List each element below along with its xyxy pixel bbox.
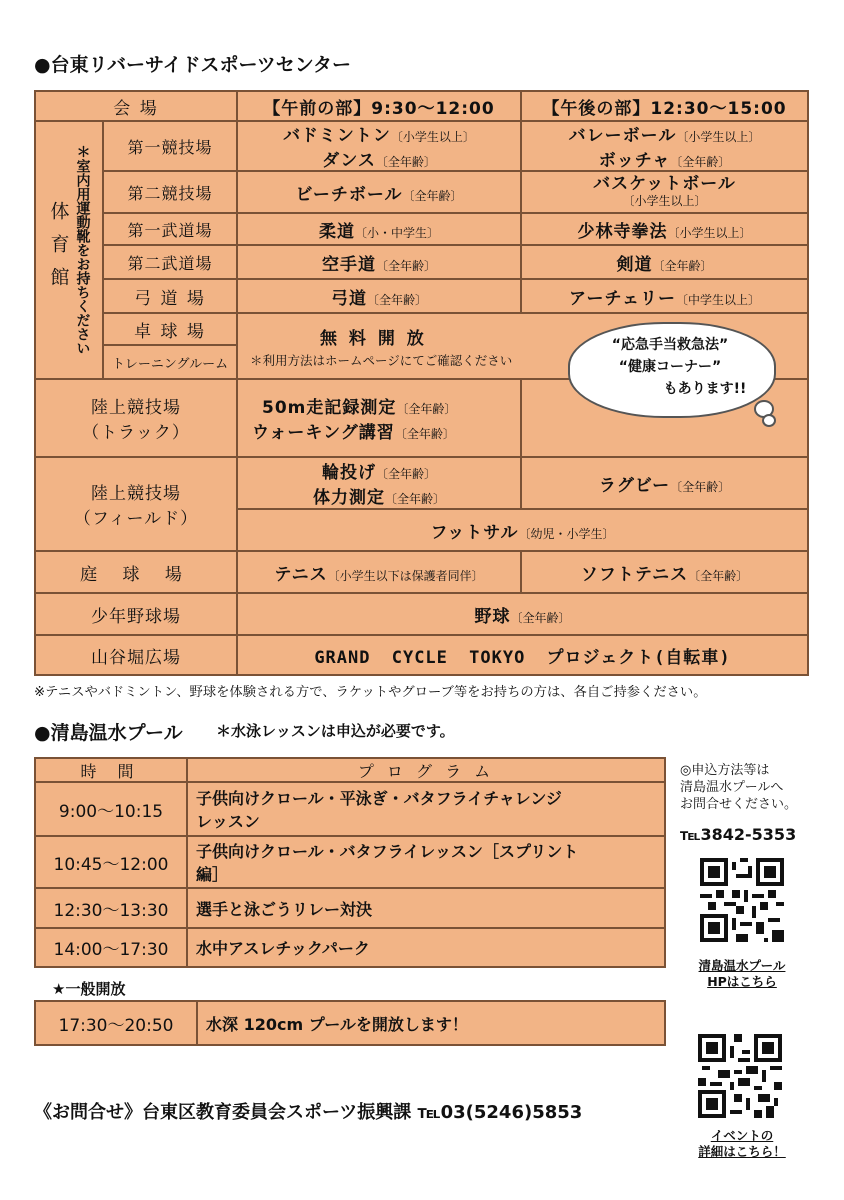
r4-am-age: 〔全年齢〕 xyxy=(375,258,436,273)
pool-row-program: 選手と泳ごうリレー対決 xyxy=(188,889,664,927)
section-title-sports-center: ●台東リバーサイドスポーツセンター xyxy=(34,54,351,76)
gym-label-cell xyxy=(36,122,102,378)
r2-am-age: 〔全年齢〕 xyxy=(402,188,463,203)
pool-tel: ℡3842-5353 xyxy=(680,825,797,844)
qr-event-caption: イベントの 詳細はこちら！ xyxy=(698,1128,786,1159)
pool-header-program: プ ロ グ ラ ム xyxy=(188,759,664,781)
qr-pool-caption: 清島温水プール HPはこちら xyxy=(698,958,786,989)
r2-am: ビーチボール xyxy=(295,184,403,205)
r1-am2-age: 〔全年齢〕 xyxy=(375,155,436,169)
r3-pm: 少林寺拳法 xyxy=(577,221,668,242)
venue-dai2-budojo: 第二武道場 xyxy=(104,246,236,278)
track-am2-age: 〔全年齢〕 xyxy=(394,427,455,441)
pool-row-program: 水中アスレチックパーク xyxy=(188,929,664,966)
pool-row-time: 14:00～17:30 xyxy=(36,929,186,966)
track-am1-age: 〔全年齢〕 xyxy=(396,402,457,416)
contact-info: 《お問合せ》台東区教育委員会スポーツ振興課 ℡03(5246)5853 xyxy=(34,1102,583,1123)
pool-contact-note: ◎申込方法等は 清島温水プールへ お問合せください。 xyxy=(680,763,798,812)
general-open-time: 17:30～20:50 xyxy=(36,1002,196,1044)
qr-code-pool-icon[interactable] xyxy=(700,858,784,942)
r2-pm: バスケットボール xyxy=(593,174,736,194)
r4-afternoon xyxy=(522,246,807,278)
header-morning: 【午前の部】9:30～12:00 xyxy=(238,92,520,120)
section-title-pool: ●清島温水プール xyxy=(34,722,183,744)
baseball-all-age: 〔全年齢〕 xyxy=(510,610,571,625)
track-am2: ウォーキング講習 xyxy=(252,423,395,443)
general-open-program: 水深 120cm プールを開放します！ xyxy=(198,1002,664,1044)
venue-takkyujo: 卓 球 場 xyxy=(104,314,236,344)
field-all-day xyxy=(238,510,807,550)
field-pm: ラグビー xyxy=(598,475,671,496)
qr-code-event-icon[interactable] xyxy=(698,1034,782,1118)
field-afternoon xyxy=(522,458,807,508)
r3-am-age: 〔小・中学生〕 xyxy=(354,225,439,240)
r5-am-age: 〔全年齢〕 xyxy=(366,292,427,307)
r3-am: 柔道 xyxy=(318,221,355,242)
gym-label: 体育館 xyxy=(47,200,70,300)
free-open-note: ＊利用方法はホームページにてご確認ください xyxy=(250,352,513,368)
bubble-line1: “応急手当救急法” xyxy=(611,337,729,353)
field-all: フットサル xyxy=(430,522,519,543)
tennis-pm-age: 〔全年齢〕 xyxy=(688,568,749,583)
r1-pm2: ボッチャ xyxy=(598,151,671,171)
r3-pm-age: 〔小学生以上〕 xyxy=(667,225,752,240)
r4-pm: 剣道 xyxy=(616,254,653,275)
thought-bubble xyxy=(568,322,790,432)
venue-dai2-kyogijo: 第二競技場 xyxy=(104,172,236,212)
venue-tennis: 庭 球 場 xyxy=(36,552,236,592)
r1-am1-age: 〔小学生以上〕 xyxy=(390,130,475,144)
pool-row-time: 12:30～13:30 xyxy=(36,889,186,927)
pool-row-time: 9:00～10:15 xyxy=(36,783,186,835)
venue-baseball: 少年野球場 xyxy=(36,594,236,634)
r5-morning xyxy=(238,280,520,312)
tennis-am: テニス xyxy=(274,564,328,585)
tennis-afternoon xyxy=(522,552,807,592)
venue-dai1-budojo: 第一武道場 xyxy=(104,214,236,244)
field-pm-age: 〔全年齢〕 xyxy=(670,479,731,494)
r2-morning xyxy=(238,172,520,212)
field-all-age: 〔幼児・小学生〕 xyxy=(518,526,615,541)
r4-morning xyxy=(238,246,520,278)
venue-dai1-kyogijo: 第一競技場 xyxy=(104,122,236,170)
pool-row-program: 子供向けクロール・バタフライレッスン［スプリント 編］ xyxy=(188,837,664,887)
r5-pm: アーチェリー xyxy=(569,288,676,309)
r1-afternoon xyxy=(522,122,807,170)
header-afternoon: 【午後の部】12:30～15:00 xyxy=(522,92,807,120)
pool-row-program: 子供向けクロール・平泳ぎ・バタフライチャレンジ レッスン xyxy=(188,783,664,835)
field-am1: 輪投げ xyxy=(321,463,376,483)
footnote-bring-equipment: ※テニスやバドミントン、野球を体験される方で、ラケットやグローブ等をお持ちの方は、各自ご持参ください。 xyxy=(34,685,707,700)
gym-shoe-note: ＊室内用運動靴をお持ちください xyxy=(74,145,91,355)
tennis-morning xyxy=(238,552,520,592)
r1-morning xyxy=(238,122,520,170)
baseball-all: 野球 xyxy=(474,606,511,627)
venue-training-room: トレーニングルーム xyxy=(104,346,236,378)
r5-am: 弓道 xyxy=(330,288,367,309)
tennis-am-age: 〔小学生以下は保護者同伴〕 xyxy=(327,568,484,583)
bubble-line2: “健康コーナー” xyxy=(618,359,722,375)
r1-pm1-age: 〔小学生以上〕 xyxy=(676,130,761,144)
r3-afternoon xyxy=(522,214,807,244)
r4-am: 空手道 xyxy=(321,254,376,275)
pool-row-time: 10:45～12:00 xyxy=(36,837,186,887)
venue-field: 陸上競技場 （フィールド） xyxy=(36,458,236,550)
r2-afternoon xyxy=(522,172,807,212)
r1-pm1: バレーボール xyxy=(568,126,677,146)
tennis-pm: ソフトテニス xyxy=(580,564,689,585)
track-am1: 50m走記録測定 xyxy=(262,398,397,418)
venue-kyudojo: 弓 道 場 xyxy=(104,280,236,312)
general-open-title: ★一般開放 xyxy=(52,980,126,998)
r1-am1: バドミントン xyxy=(283,126,391,146)
field-am2-age: 〔全年齢〕 xyxy=(384,492,445,506)
field-morning xyxy=(238,458,520,508)
bubble-line3: もあります!! xyxy=(663,381,747,397)
plaza-all: GRAND CYCLE TOKYO プロジェクト(自転車) xyxy=(314,647,731,668)
r1-am2: ダンス xyxy=(322,151,376,171)
pool-lesson-note: ＊水泳レッスンは申込が必要です。 xyxy=(216,722,455,740)
r5-pm-age: 〔中学生以上〕 xyxy=(675,292,760,307)
field-am2: 体力測定 xyxy=(312,488,385,508)
r2-pm-age: 〔小学生以上〕 xyxy=(622,194,707,208)
r1-pm2-age: 〔全年齢〕 xyxy=(670,155,731,169)
r4-pm-age: 〔全年齢〕 xyxy=(652,258,713,273)
r3-morning xyxy=(238,214,520,244)
free-open-label: 無 料 開 放 xyxy=(320,328,427,349)
field-am1-age: 〔全年齢〕 xyxy=(375,467,436,481)
plaza-all-day xyxy=(238,636,807,674)
venue-track: 陸上競技場 （トラック） xyxy=(36,380,236,456)
pool-header-time: 時 間 xyxy=(36,759,186,781)
baseball-all-day xyxy=(238,594,807,634)
r5-afternoon xyxy=(522,280,807,312)
track-morning xyxy=(238,380,520,456)
venue-plaza: 山谷堀広場 xyxy=(36,636,236,674)
header-venue: 会 場 xyxy=(36,92,236,120)
